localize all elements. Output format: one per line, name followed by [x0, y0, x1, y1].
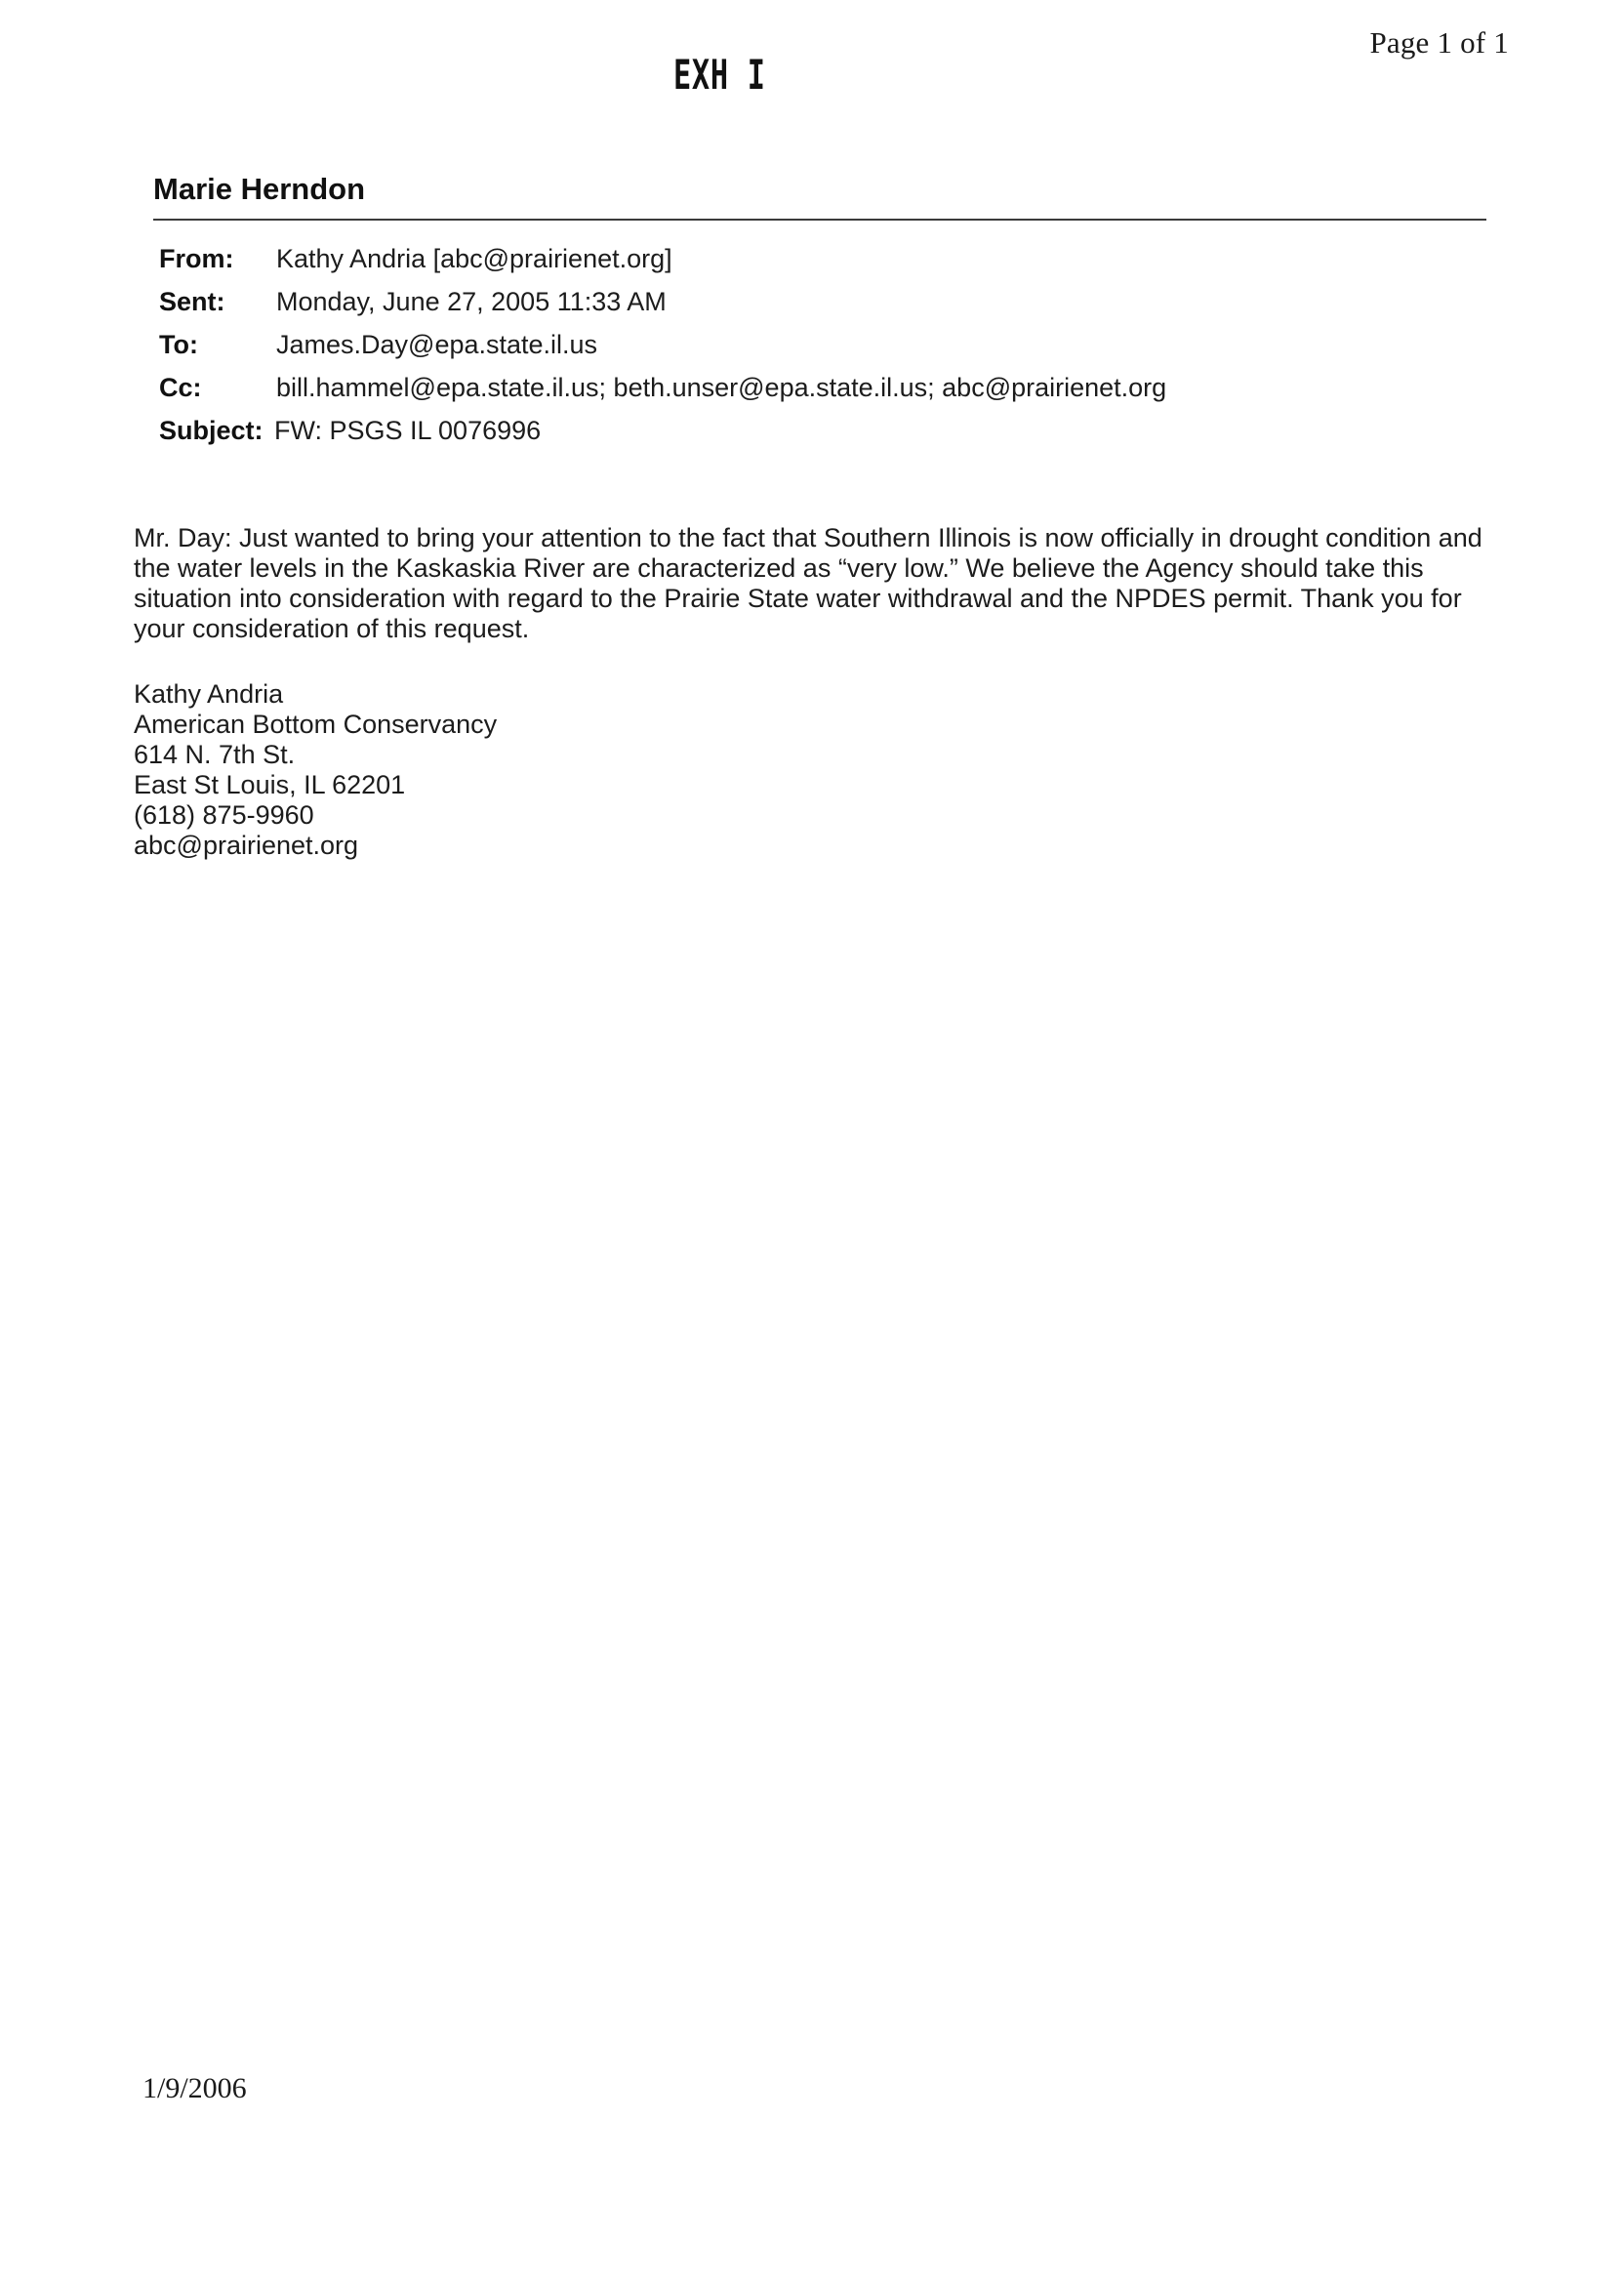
sent-label: Sent:: [159, 287, 225, 316]
to-label: To:: [159, 330, 198, 359]
print-date: 1/9/2006: [142, 2072, 247, 2104]
subject-label: Subject:: [159, 416, 264, 445]
from-value: Kathy Andria [abc@prairienet.org]: [276, 244, 672, 273]
signature-phone: (618) 875-9960: [134, 800, 314, 830]
email-headers: [159, 244, 1166, 459]
signature-name: Kathy Andria: [134, 679, 284, 709]
message-body: Mr. Day: Just wanted to bring your attention to the fact that Southern Illinois is now officially in drought condition and the water levels in the Kaskaskia River are characterized as “very low.” We believe the Agency should take this situation into consideration with regard to the Prairie State water withdrawal and the NPDES permit. Thank you for your consideration of this request.: [134, 523, 1482, 643]
to-value: James.Day@epa.state.il.us: [276, 330, 598, 359]
signature-block: [134, 679, 497, 861]
recipient-name: Marie Herndon: [153, 172, 366, 206]
signature-organization: American Bottom Conservancy: [134, 710, 498, 739]
to-row: [159, 330, 1166, 373]
cc-row: [159, 373, 1166, 416]
subject-value: FW: PSGS IL 0076996: [274, 416, 542, 445]
from-label: From:: [159, 244, 234, 273]
page-number: Page 1 of 1: [1369, 25, 1509, 60]
sent-row: [159, 287, 1166, 330]
header-divider: [153, 219, 1486, 221]
subject-row: [159, 416, 1166, 459]
cc-value: bill.hammel@epa.state.il.us; beth.unser@epa.state.il.us; abc@prairienet.org: [276, 373, 1167, 402]
signature-city: East St Louis, IL 62201: [134, 770, 406, 799]
exhibit-mark: EXH I: [673, 51, 766, 99]
signature-email: abc@prairienet.org: [134, 831, 359, 860]
cc-label: Cc:: [159, 373, 202, 402]
sent-value: Monday, June 27, 2005 11:33 AM: [276, 287, 667, 316]
signature-street: 614 N. 7th St.: [134, 740, 296, 769]
from-row: [159, 244, 1166, 287]
